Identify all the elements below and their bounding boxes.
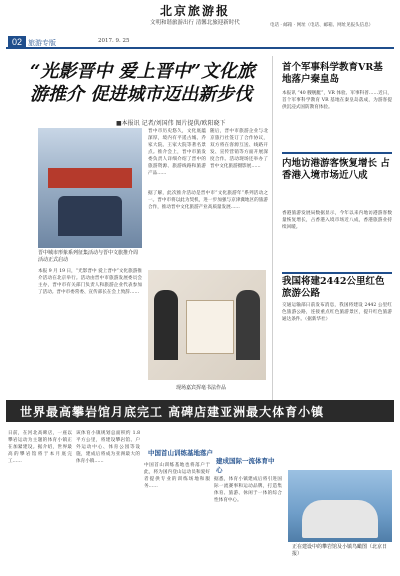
- guest-right: [236, 290, 260, 360]
- main-column-2: 晋中市历史悠久，文化底蕴深厚，境内有平遥古城、乔家大院、王家大院等著名景点。推介会上，晋中市旅发委负责人详细介绍了晋中的旅游资源、旅游线路和旅游产品……: [148, 129, 206, 176]
- event-guests: [58, 196, 122, 236]
- bottom-column-2: 该体育小镇规划总面积约 1.8 平方公里，将建设攀岩馆、户外运动中心、体育公园等设施，建成后将成为亚洲最大的体育小镇……: [76, 431, 140, 464]
- main-column-1: 本报 9 月 19 日，“光影晋中 爱上晋中”文化旅游推介活动在北京举行。活动由晋中市旅游发展委员会主办，晋中市有关部门负责人和旅游企业代表参加了活动。晋中市委常委、宣传部长在会上致辞……: [38, 269, 142, 295]
- bottom-subhead-1: 中国首山训练基地落户: [148, 449, 213, 457]
- main-byline: ■本报讯 记者/刘国伟 图片提供/欧阳晓下: [116, 120, 226, 127]
- contact-info: 电话 · 邮箱 · 网址（电话、邮箱、网址见报头信息）: [270, 23, 374, 28]
- paper-name: 北京旅游报: [160, 4, 231, 18]
- side-rule-1: [282, 152, 392, 154]
- side-body-red-road: 交通运输部日前发布消息，我国将建设 2442 公里红色旅游公路，连接重点红色旅游景区，提升红色旅游通达条件。（据新华社）: [282, 303, 392, 322]
- side-headline-vr: 首个军事科学教育VR基地落户秦皇岛: [282, 62, 383, 85]
- bottom-column-3: 中国首山训练基地也将落户于此，将为国内登山运动员和爱好者提供专业的训练场地和服务……: [144, 463, 210, 489]
- side-headline-hk: 内地访港游客恢复增长 占香港入境市场近八成: [282, 158, 390, 181]
- column-divider: [272, 56, 273, 416]
- bottom-column-4: 据悉，体育小镇建成后将引进国际一流赛事和运动品牌，打造集体育、旅游、休闲于一体的综合性体育中心。: [214, 477, 282, 503]
- main-column-4: 据了解，此次推介活动是晋中市“文化旅游年”系列活动之一。晋中市将以此为契机，进一步加强与京津冀地区的旅游合作，推动晋中文化旅游产业高质量发展……: [148, 191, 268, 210]
- calligraphy-photo-caption: 现场嘉宾挥毫书法作品: [176, 385, 227, 391]
- page-number: 02: [8, 36, 26, 48]
- climbing-hall-photo: [288, 470, 392, 542]
- calligraphy-photo: [148, 270, 266, 380]
- climbing-hall-building: [302, 500, 378, 538]
- main-column-3: 随后，晋中市旅游企业与北京旅行社签订了合作协议，双方将在客源互送、线路开发、宣传营销等方面开展深度合作。活动现场还举办了晋中文化旅游摄影展……: [210, 129, 268, 169]
- bottom-subhead-2: 建成国际一流体育中心: [216, 457, 275, 474]
- event-photo: [38, 128, 142, 248]
- main-headline: “光影晋中 爱上晋中”文化旅游推介 促进城市迈出新步伐: [30, 61, 255, 105]
- guest-left: [154, 290, 178, 360]
- event-banner: [48, 168, 132, 188]
- climbing-hall-caption: 正在建设中的攀岩馆及小镇鸟瞰图（北京日报）: [292, 544, 388, 557]
- header-rule: [6, 47, 394, 49]
- bottom-column-1: 日前，在河北高碑店，一座以攀岩运动为主题的体育小镇正在加紧建设。据介绍，世界最高的攀岩馆将于本月底完工……: [8, 431, 72, 464]
- side-body-hk: 香港旅游发展局数据显示，今年以来内地访港游客数量恢复增长，占香港入境市场近八成，香港旅游业持续回暖。: [282, 211, 392, 230]
- calligraphy-scroll: [186, 300, 234, 354]
- side-rule-2: [282, 272, 392, 274]
- side-body-vr: 本报讯 “40 艘舰艇”，VR 体验、军事科普……近日，首个军事科学教育 VR 基地在秦皇岛落成，为游客提供沉浸式国防教育体验。: [282, 91, 392, 110]
- side-headline-red-road: 我国将建2442公里红色旅游公路: [282, 276, 385, 299]
- masthead: [0, 0, 400, 46]
- event-photo-caption: 晋中城市形象系列征集活动与晋中文旅推介周活动正式启动: [38, 250, 139, 263]
- bottom-headline: 世界最高攀岩馆月底完工 高碑店建亚洲最大体育小镇: [20, 405, 325, 419]
- section-tag: 旅游专版: [28, 40, 56, 47]
- paper-subline: 文明和谐旅游出行 清馨北旅迎新时代: [150, 20, 240, 26]
- issue-date: 2017. 9. 25: [98, 38, 130, 44]
